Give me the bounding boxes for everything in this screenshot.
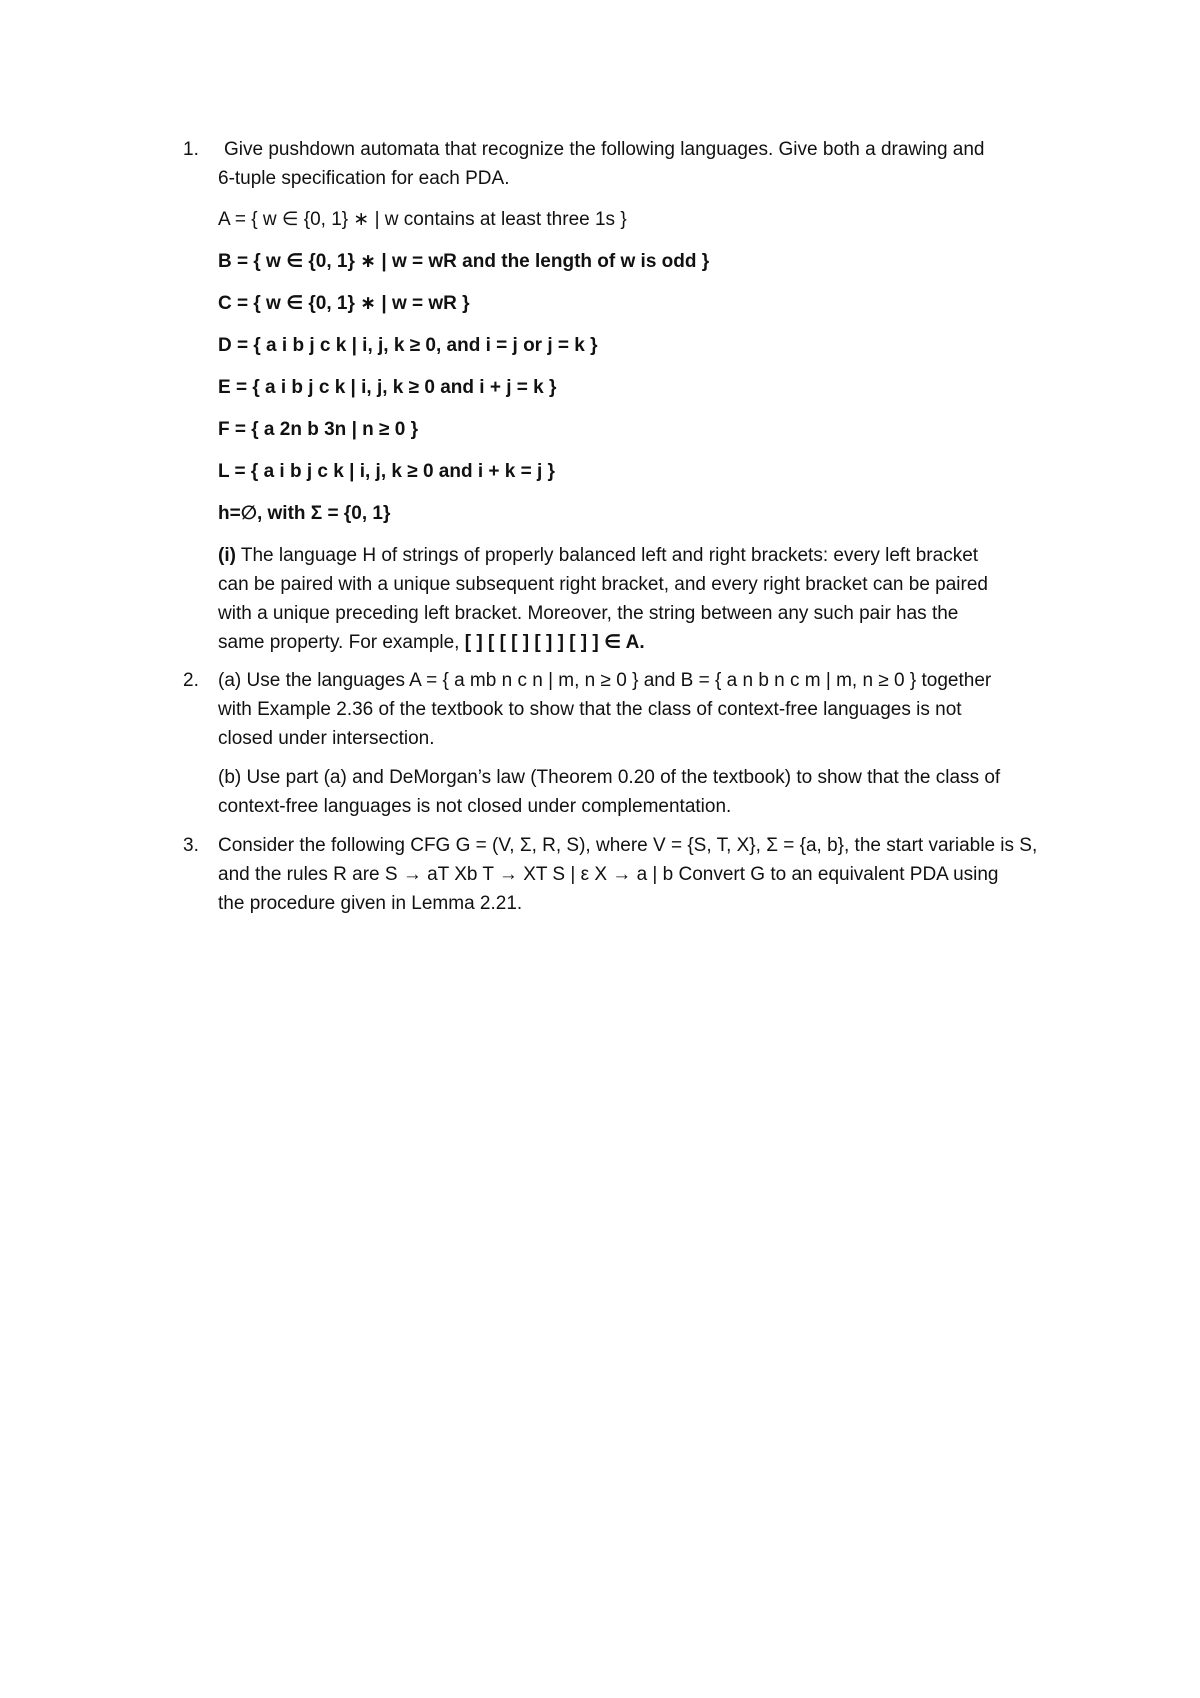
q1-intro xyxy=(218,135,1074,193)
q1-intro-line: Give pushdown automata that recognize the following languages. Give both a drawing and xyxy=(224,139,985,160)
q2-part-a-line: (a) Use the languages A = { a mb n c n | m, n ≥ 0 } and B = { a n b n c m | m, n ≥ 0 } together xyxy=(218,670,992,691)
language-b: B = { w ∈ {0, 1} ∗ | w = wR and the length of w is odd } xyxy=(218,251,710,272)
q2-part-b-line: context-free languages is not closed under complementation. xyxy=(218,796,732,817)
q3-line: Consider the following CFG G = (V, Σ, R, S), where V = {S, T, X}, Σ = {a, b}, the start variable is S, xyxy=(218,835,1038,856)
language-d: D = { a i b j c k | i, j, k ≥ 0, and i = j or j = k } xyxy=(218,335,598,356)
q2-part-b-line: (b) Use part (a) and DeMorgan’s law (Theorem 0.20 of the textbook) to show that the class of xyxy=(218,767,1001,788)
q3-line: the procedure given in Lemma 2.21. xyxy=(218,893,523,914)
part-i-text: The language H of strings of properly balanced left and right brackets: every left bracket xyxy=(235,545,979,566)
language-h: h=∅, with Σ = {0, 1} xyxy=(218,503,391,524)
q1-intro-line: 6-tuple specification for each PDA. xyxy=(218,168,510,189)
language-l: L = { a i b j c k | i, j, k ≥ 0 and i + k = j } xyxy=(218,461,555,482)
bracket-example: [ ] [ [ [ ] [ ] ] [ ] ] ∈ A. xyxy=(464,632,645,653)
part-i-line xyxy=(218,541,1068,570)
part-i-label: (i) xyxy=(218,545,236,566)
language-c: C = { w ∈ {0, 1} ∗ | w = wR } xyxy=(218,293,470,314)
part-i-line: can be paired with a unique subsequent right bracket, and every right bracket can be paired xyxy=(218,574,988,595)
q3-line: and the rules R are S → aT Xb T → XT S | ε X → a | b Convert G to an equivalent PDA using xyxy=(218,864,999,885)
part-i-line xyxy=(218,628,1068,657)
q2-part-a-line: closed under intersection. xyxy=(218,728,435,749)
q3-text xyxy=(218,831,1068,918)
part-i-line: with a unique preceding left bracket. Moreover, the string between any such pair has the xyxy=(218,603,959,624)
part-i-text: same property. For example, xyxy=(218,632,465,653)
q2-part-b xyxy=(218,763,1068,821)
q3-number: 3. xyxy=(183,835,199,856)
q1-number: 1. xyxy=(183,139,199,160)
language-e: E = { a i b j c k | i, j, k ≥ 0 and i + j = k } xyxy=(218,377,557,398)
q1-part-i xyxy=(218,541,1068,657)
q2-part-a-line: with Example 2.36 of the textbook to show that the class of context-free languages is not xyxy=(218,699,962,720)
language-a: A = { w ∈ {0, 1} ∗ | w contains at least three 1s } xyxy=(218,209,627,230)
q2-part-a xyxy=(218,666,1068,753)
q2-number: 2. xyxy=(183,670,199,691)
language-f: F = { a 2n b 3n | n ≥ 0 } xyxy=(218,419,418,440)
